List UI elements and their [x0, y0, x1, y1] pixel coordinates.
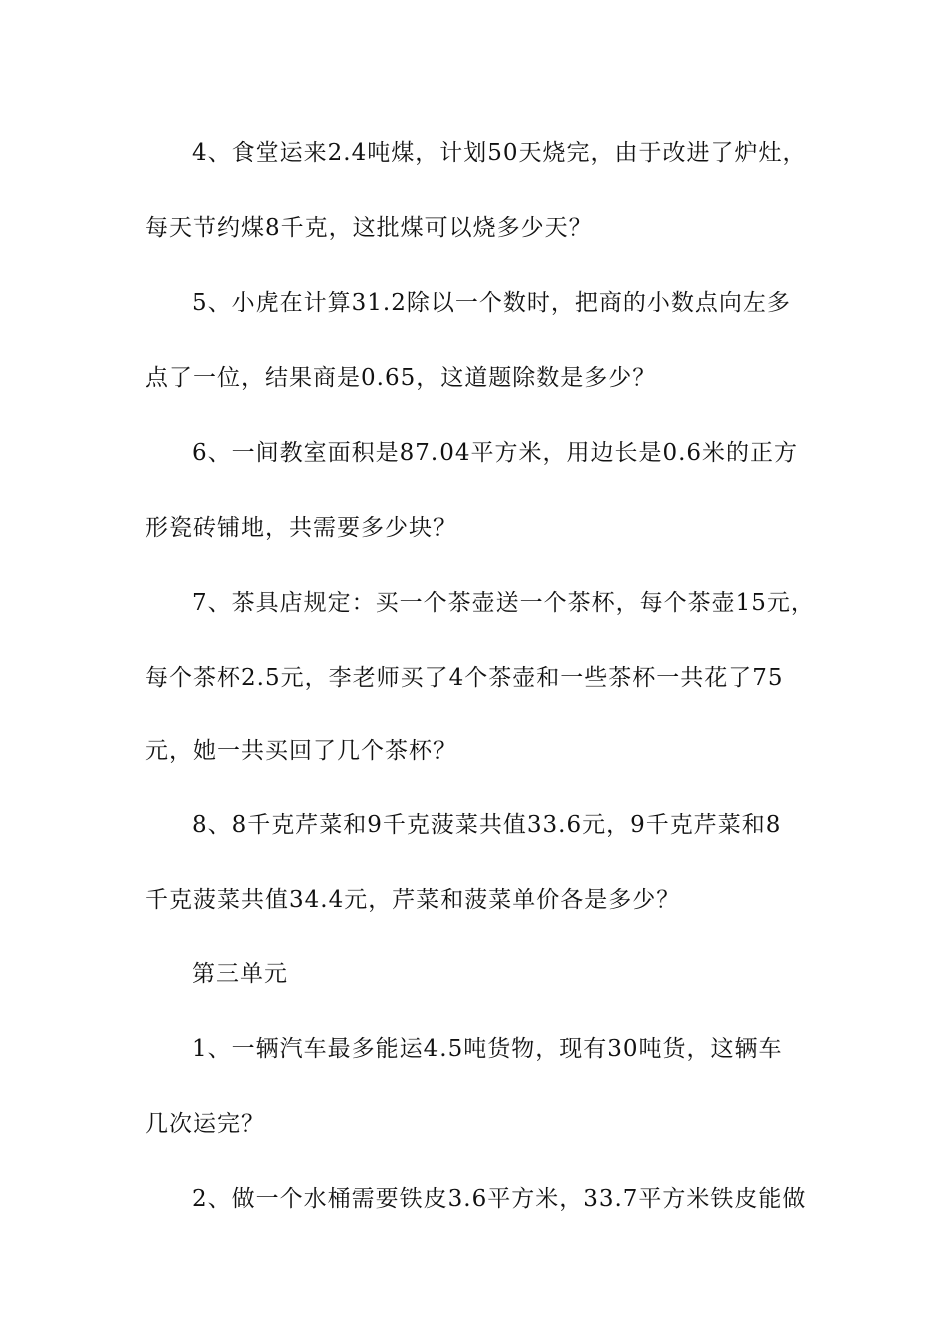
unit-3-question-1-line-1: 1、一辆汽车最多能运4.5吨货物，现有30吨货，这辆车 [192, 1036, 783, 1062]
question-4-line-2: 每天节约煤8千克，这批煤可以烧多少天？ [145, 215, 593, 241]
question-6-line-1: 6、一间教室面积是87.04平方米，用边长是0.6米的正方 [192, 440, 799, 466]
question-5-line-2: 点了一位，结果商是0.65，这道题除数是多少？ [145, 365, 657, 391]
question-4-line-1: 4、食堂运来2.4吨煤，计划50天烧完，由于改进了炉灶， [192, 140, 807, 166]
question-8-line-1: 8、8千克芹菜和9千克菠菜共值33.6元，9千克芹菜和8 [192, 812, 782, 838]
question-7-line-3: 元，她一共买回了几个茶杯？ [145, 738, 457, 764]
question-6-line-2: 形瓷砖铺地，共需要多少块？ [145, 515, 457, 541]
question-7-line-2: 每个茶杯2.5元，李老师买了4个茶壶和一些茶杯一共花了75 [145, 665, 784, 691]
question-5-line-1: 5、小虎在计算31.2除以一个数时，把商的小数点向左多 [192, 290, 791, 316]
question-8-line-2: 千克菠菜共值34.4元，芹菜和菠菜单价各是多少？ [145, 887, 681, 913]
unit-3-question-1-line-2: 几次运完？ [145, 1111, 265, 1137]
question-7-line-1: 7、茶具店规定：买一个茶壶送一个茶杯，每个茶壶15元， [192, 590, 815, 616]
unit-3-question-2-line-1: 2、做一个水桶需要铁皮3.6平方米，33.7平方米铁皮能做 [192, 1186, 807, 1212]
unit-3-heading: 第三单元 [192, 961, 288, 987]
